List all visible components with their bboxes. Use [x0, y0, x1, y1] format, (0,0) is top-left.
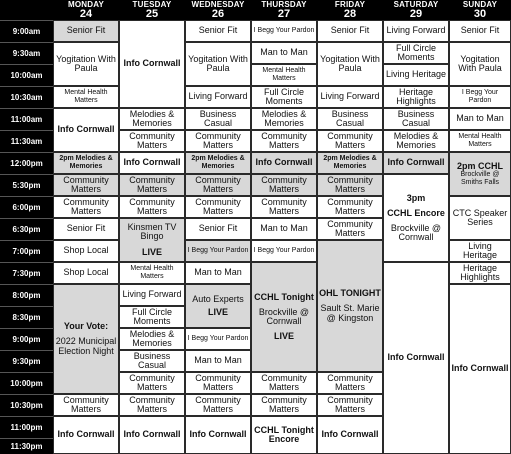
program-cell: Community Matters: [317, 130, 383, 152]
program-cell: Community Matters: [251, 174, 317, 196]
time-slot: 9:30pm: [0, 350, 53, 372]
day-header-wednesday: [185, 0, 251, 20]
program-cell: Heritage Highlights: [449, 262, 511, 284]
cchl-tonight-cell: [251, 262, 317, 372]
program-cell: Community Matters: [185, 174, 251, 196]
program-cell: Info Cornwall: [53, 416, 119, 454]
program-cell: Mental Health Matters: [449, 130, 511, 152]
time-slot: 7:00pm: [0, 240, 53, 262]
program-cell: Melodies & Memories: [119, 328, 185, 350]
time-slot: 11:00pm: [0, 416, 53, 438]
program-cell: Senior Fit: [185, 20, 251, 42]
time-slot: 6:30pm: [0, 218, 53, 240]
time-slot: 10:00am: [0, 64, 53, 86]
program-cell: Community Matters: [53, 394, 119, 416]
program-cell: Melodies & Memories: [119, 108, 185, 130]
cchl-tonight-title: CCHL Tonight: [254, 291, 314, 302]
election-label: 2022 Municipal Election Night: [55, 336, 117, 356]
day-date: 25: [145, 8, 159, 20]
program-cell: Senior Fit: [449, 20, 511, 42]
day-date: 28: [343, 8, 357, 20]
day-name: TUESDAY: [132, 0, 172, 9]
program-cell: Living Forward: [119, 284, 185, 306]
program-cell: Yogitation With Paula: [185, 42, 251, 86]
program-cell: Shop Local: [53, 262, 119, 284]
day-name: SATURDAY: [393, 0, 439, 9]
program-cell: Community Matters: [119, 394, 185, 416]
cchl-encore-cell: [383, 174, 449, 262]
program-cell: Community Matters: [119, 130, 185, 152]
auto-experts-cell: [185, 284, 251, 328]
day-date: 29: [409, 8, 423, 20]
program-cell: I Begg Your Pardon: [185, 240, 251, 262]
program-cell: Yogitation With Paula: [317, 42, 383, 86]
program-cell: CCHL Tonight Encore: [251, 416, 317, 454]
program-cell: Senior Fit: [53, 20, 119, 42]
program-cell: Info Cornwall: [119, 416, 185, 454]
game-matchup: Sault St. Marie @ Kingston: [320, 303, 380, 323]
program-cell: Melodies & Memories: [383, 130, 449, 152]
program-cell: Man to Man: [185, 262, 251, 284]
program-cell: Business Casual: [383, 108, 449, 130]
program-cell: Community Matters: [185, 196, 251, 218]
game-matchup: Brockville @ Cornwall: [258, 306, 310, 326]
day-date: 26: [211, 8, 225, 20]
time-slot: 9:30am: [0, 42, 53, 64]
program-cell: Community Matters: [53, 174, 119, 196]
program-cell: Info Cornwall: [119, 20, 185, 108]
program-cell: Info Cornwall: [53, 108, 119, 152]
time-slot: 11:30am: [0, 130, 53, 152]
day-header-sunday: [449, 0, 511, 20]
time-slot: 5:30pm: [0, 174, 53, 196]
live-label: LIVE: [141, 246, 162, 257]
program-cell: Community Matters: [119, 196, 185, 218]
game-matchup: Brockville @ Cornwall: [390, 223, 442, 243]
program-cell: Shop Local: [53, 240, 119, 262]
program-cell: Living Heritage: [449, 240, 511, 262]
time-slot: 8:00pm: [0, 284, 53, 306]
program-cell: Man to Man: [185, 350, 251, 372]
program-cell: Mental Health Matters: [53, 86, 119, 108]
program-cell: Community Matters: [251, 130, 317, 152]
program-cell: Living Forward: [317, 86, 383, 108]
program-cell: Community Matters: [251, 372, 317, 394]
program-cell: Man to Man: [251, 42, 317, 64]
day-name: SUNDAY: [462, 0, 498, 9]
program-cell: Man to Man: [449, 108, 511, 130]
program-cell: I Begg Your Pardon: [251, 20, 317, 42]
day-date: 30: [473, 8, 487, 20]
sunday-cchl-cell: [449, 152, 511, 196]
program-cell: Full Circle Moments: [383, 42, 449, 64]
day-header-saturday: [383, 0, 449, 20]
program-cell: Senior Fit: [53, 218, 119, 240]
program-cell: I Begg Your Pardon: [185, 328, 251, 350]
day-header-monday: [53, 0, 119, 20]
live-label: LIVE: [207, 307, 228, 317]
time-slot: 10:00pm: [0, 372, 53, 394]
program-cell: Living Heritage: [383, 64, 449, 86]
program-cell: Community Matters: [251, 394, 317, 416]
program-cell: 2pm Melodies & Memories: [317, 152, 383, 174]
time-slot: 6:00pm: [0, 196, 53, 218]
program-cell: Community Matters: [185, 130, 251, 152]
day-name: THURSDAY: [261, 0, 307, 9]
program-cell: Community Matters: [185, 394, 251, 416]
time-slot: 10:30pm: [0, 394, 53, 416]
day-date: 27: [277, 8, 291, 20]
day-header-friday: [317, 0, 383, 20]
program-cell: Community Matters: [119, 372, 185, 394]
program-cell: Info Cornwall: [251, 152, 317, 174]
day-header-tuesday: [119, 0, 185, 20]
program-cell: Man to Man: [251, 218, 317, 240]
day-name: WEDNESDAY: [191, 0, 245, 9]
time-slot: 11:30pm: [0, 438, 53, 454]
program-cell: Yogitation With Paula: [449, 42, 511, 86]
program-cell: CTC Speaker Series: [449, 196, 511, 240]
program-cell: Info Cornwall: [383, 262, 449, 454]
program-cell: Heritage Highlights: [383, 86, 449, 108]
time-slot: 8:30pm: [0, 306, 53, 328]
program-cell: I Begg Your Pardon: [449, 86, 511, 108]
kinsmen-bingo-cell: [119, 218, 185, 262]
program-cell: Full Circle Moments: [251, 86, 317, 108]
day-date: 24: [79, 8, 93, 20]
program-cell: Info Cornwall: [119, 152, 185, 174]
game-matchup: Brockville @ Smiths Falls: [460, 171, 500, 186]
program-cell: Info Cornwall: [383, 152, 449, 174]
program-cell: Community Matters: [185, 372, 251, 394]
program-cell: Community Matters: [317, 394, 383, 416]
program-cell: Community Matters: [317, 174, 383, 196]
kinsmen-label: Kinsmen TV Bingo: [127, 222, 177, 242]
time-slot: 9:00pm: [0, 328, 53, 350]
time-slot: 11:00am: [0, 108, 53, 130]
program-cell: 2pm Melodies & Memories: [185, 152, 251, 174]
program-cell: Community Matters: [317, 218, 383, 240]
program-cell: Full Circle Moments: [119, 306, 185, 328]
day-name: FRIDAY: [334, 0, 366, 9]
program-cell: I Begg Your Pardon: [251, 240, 317, 262]
program-cell: Info Cornwall: [185, 416, 251, 454]
program-cell: Business Casual: [185, 108, 251, 130]
program-cell: Mental Health Matters: [119, 262, 185, 284]
program-cell: Living Forward: [383, 20, 449, 42]
program-cell: Mental Health Matters: [251, 64, 317, 86]
ohl-tonight-title: OHL TONIGHT: [319, 288, 381, 299]
program-cell: Senior Fit: [185, 218, 251, 240]
program-cell: Info Cornwall: [317, 416, 383, 454]
time-slot: 10:30am: [0, 86, 53, 108]
time-slot: 9:00am: [0, 20, 53, 42]
your-vote-title: Your Vote:: [63, 321, 109, 332]
program-cell: Community Matters: [53, 196, 119, 218]
time-slot: 7:30pm: [0, 262, 53, 284]
program-cell: Yogitation With Paula: [53, 42, 119, 86]
cchl-time-label: 2pm CCHL: [456, 161, 503, 172]
program-cell: Info Cornwall: [449, 284, 511, 454]
program-cell: Community Matters: [317, 372, 383, 394]
header-corner: [0, 0, 53, 20]
program-cell: Living Forward: [185, 86, 251, 108]
day-header-thursday: [251, 0, 317, 20]
program-cell: Community Matters: [119, 174, 185, 196]
program-cell: 2pm Melodies & Memories: [53, 152, 119, 174]
auto-experts-label: Auto Experts: [192, 293, 244, 304]
day-name: MONDAY: [67, 0, 105, 9]
cchl-encore-title: CCHL Encore: [387, 207, 445, 218]
election-night-cell: [53, 284, 119, 394]
program-cell: Melodies & Memories: [251, 108, 317, 130]
program-cell: Business Casual: [317, 108, 383, 130]
live-label: LIVE: [273, 331, 294, 342]
ohl-tonight-cell: [317, 240, 383, 372]
program-cell: Community Matters: [251, 196, 317, 218]
program-cell: Business Casual: [119, 350, 185, 372]
program-cell: Senior Fit: [317, 20, 383, 42]
time-slot: 12:00pm: [0, 152, 53, 174]
program-cell: Community Matters: [317, 196, 383, 218]
start-time-label: 3pm: [406, 192, 426, 203]
